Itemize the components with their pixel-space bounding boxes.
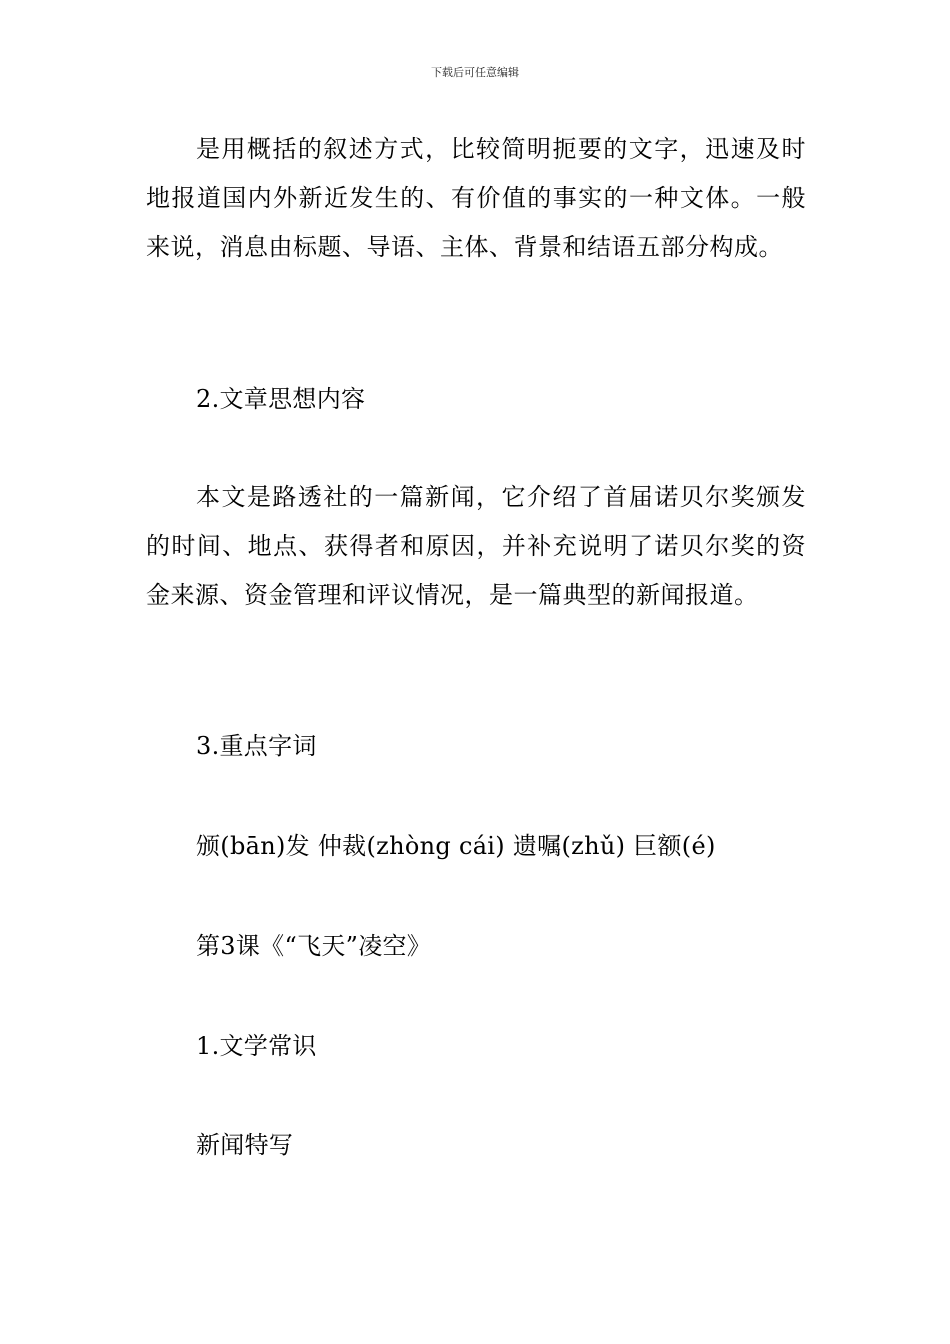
paragraph-news-definition: [146, 125, 806, 272]
section-heading-key-words: 3.重点字词: [196, 732, 317, 760]
genre-text: 新闻特写: [196, 1131, 294, 1159]
section-heading-article-content: 2.文章思想内容: [196, 385, 366, 413]
paragraph-text: 是用概括的叙述方式，比较简明扼要的文字，迅速及时地报道国内外新近发生的、有价值的事实的一种文体。一般来说，消息由标题、导语、主体、背景和结语五部分构成。: [146, 135, 806, 261]
paragraph-article-summary: [146, 473, 806, 620]
page-header-note: 下载后可任意编辑: [431, 66, 519, 79]
section-heading-literary-knowledge: 1.文学常识: [196, 1032, 317, 1060]
lesson-title: 第3课《“飞天”凌空》: [196, 932, 432, 960]
key-words-line: 颁(bān)发 仲裁(zhòng cái) 遗嘱(zhǔ) 巨额(é): [196, 832, 716, 860]
paragraph-text: 本文是路透社的一篇新闻，它介绍了首届诺贝尔奖颁发的时间、地点、获得者和原因，并补充说明了诺贝尔奖的资金来源、资金管理和评议情况，是一篇典型的新闻报道。: [146, 483, 806, 609]
